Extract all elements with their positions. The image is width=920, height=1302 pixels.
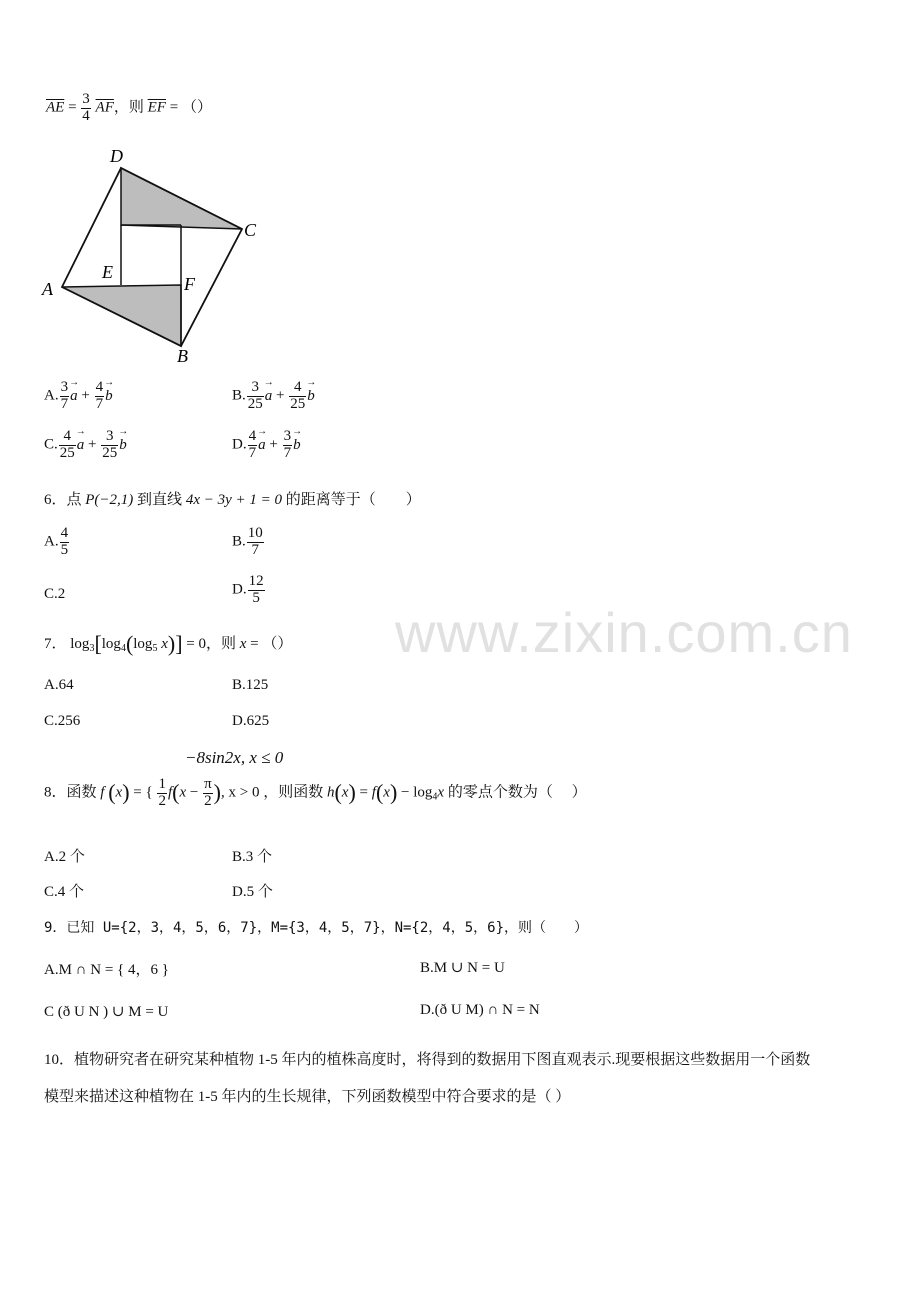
q8-case1: −8sin2x, x ≤ 0 [185,748,284,767]
q5-figure [40,142,270,367]
svg-text:E: E [102,262,113,282]
q9-option-d[interactable]: D.(ð U M) ∩ N = N [420,1002,540,1018]
q5-option-d[interactable]: D. $\frac{4}{7}$ → a + $\frac{3}{7}$ → b [232,429,301,462]
q10-stem-line2: 模型来描述这种植物在 1-5 年内的生长规律，下列函数模型中符合要求的是（ ） [44,1089,571,1105]
q6-option-d[interactable]: D. $\frac{12}{5}$ [232,573,264,606]
q6-option-b[interactable]: B. $\frac{10}{7}$ [232,525,263,558]
q10-stem-line1: 10．植物研究者在研究某种植物 1-5 年内的植株高度时，将得到的数据用下图直观表示.现要根据这些数据用一个函数 [44,1052,811,1068]
q5-option-a[interactable]: A. $\frac{3}{7}$ → a + $\frac{4}{7}$ → b [44,380,113,413]
q5-option-c[interactable]: C. $\frac{4}{25}$ → a + $\frac{3}{25}$ → b [44,429,127,462]
q9-option-b[interactable]: B.M ∪ N = U [420,960,505,976]
q9-option-c[interactable]: C (ð U N ) ∪ M = U [44,1004,169,1020]
q7-stem: 7． $\log_3[\log_4(\log_5$ x)] = 0，则 x = （） [44,631,293,656]
q7-option-b[interactable]: B.125 [232,677,269,693]
q7-option-d[interactable]: D.625 [232,713,270,729]
q9-option-a[interactable]: A.M ∩ N = { 4，6 } [44,962,169,978]
q8-option-c[interactable]: C.4 个 [44,884,85,900]
svg-text:D: D [110,146,123,166]
svg-text:A: A [42,279,53,299]
q5-option-b[interactable]: B. $\frac{3}{25}$ → a + $\frac{4}{25}$ → b [232,380,315,413]
q7-option-a[interactable]: A.64 [44,677,74,693]
q8-option-b[interactable]: B.3 个 [232,849,273,865]
q8-option-d[interactable]: D.5 个 [232,884,273,900]
svg-text:B: B [177,346,188,366]
q7-option-c[interactable]: C.256 [44,713,81,729]
q6-stem: 6．点 P(−2,1) 到直线 4x − 3y + 1 = 0 的距离等于（ ） [44,492,421,508]
q9-stem: 9．已知 U={2，3，4，5，6，7}，M={3，4，5，7}，N={2，4，5，6}，则（ ） [44,920,589,936]
svg-text:C: C [244,220,257,240]
q6-option-c[interactable]: C.2 [44,586,66,602]
q5-condition: $\overline{AE}$ = $\frac{3}{4}$ $\overline{AF}$，则 $\overline{EF}$ = （） [46,91,212,124]
svg-text:F: F [184,274,195,294]
watermark: www.zixin.com.cn [395,601,853,664]
q6-option-a[interactable]: A. $\frac{4}{5}$ [44,525,69,558]
q8-option-a[interactable]: A.2 个 [44,849,85,865]
q8-stem: 8．函数 f (x) = { $\frac{1}{2}$ f(x − $\frac{\pi}{2}$ ), x > 0 ，则函数 $h(x) = f(x) - \log_4x$ 的零点个数为（ ） [44,776,587,809]
